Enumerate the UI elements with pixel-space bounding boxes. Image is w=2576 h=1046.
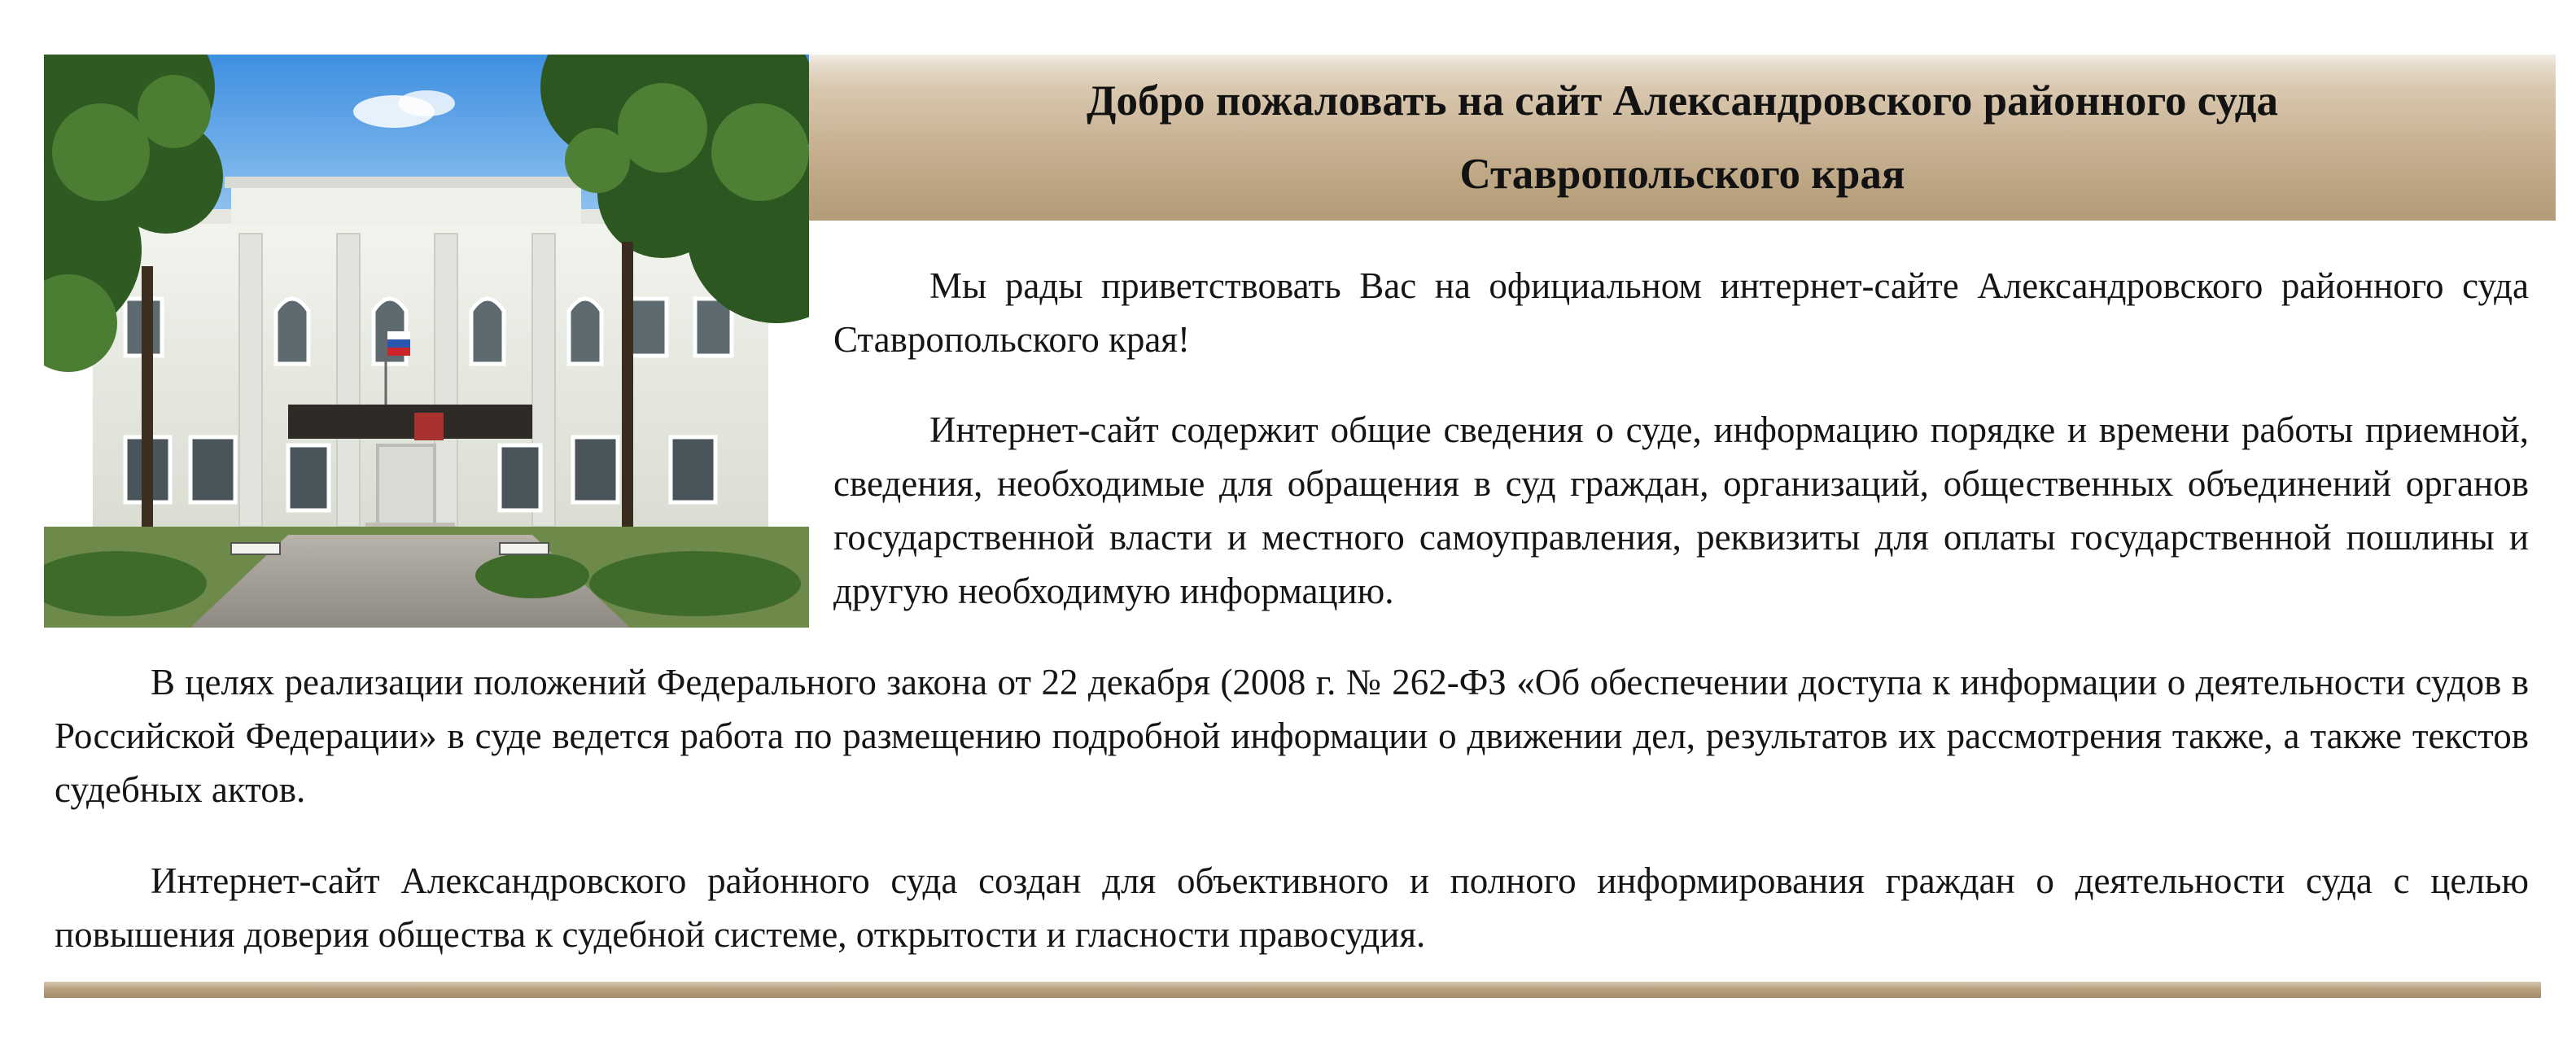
page-title-line-2: Ставропольского края — [1459, 151, 1905, 198]
bottom-divider — [44, 982, 2541, 998]
welcome-paragraph: Мы рады приветствовать Вас на официальном интернет-сайте Александровского районного суда Ставропольского края! — [833, 265, 2529, 360]
welcome-banner — [809, 55, 2556, 221]
federal-law-paragraph: В целях реализации положений Федерального закона от 22 декабря (2008 г. № 262-ФЗ «Об обеспечении доступа к информации о деятельности судов в Российской Федерации» в суде ведется работа по размещению подробной информации о движении дел, результатов их рассмотрения также, а также текстов судебных актов. — [55, 662, 2529, 810]
site-contents-paragraph: Интернет-сайт содержит общие сведения о суде, информацию порядке и времени работы приемной, сведения, необходимые для обращения в суд граждан, организаций, общественных объединений органов государственной власти и местного самоуправления, реквизиты для оплаты государственной пошлины и другую необходимую информацию. — [833, 409, 2529, 611]
court-building-illustration — [44, 55, 809, 628]
page-title-line-1: Добро пожаловать на сайт Александровского районного суда — [1087, 77, 2278, 125]
court-building-photo — [44, 55, 809, 628]
site-purpose-paragraph: Интернет-сайт Александровского районного суда создан для объективного и полного информирования граждан о деятельности суда с целью повышения доверия общества к судебной системе, открытости и гласности правосудия. — [55, 860, 2529, 955]
